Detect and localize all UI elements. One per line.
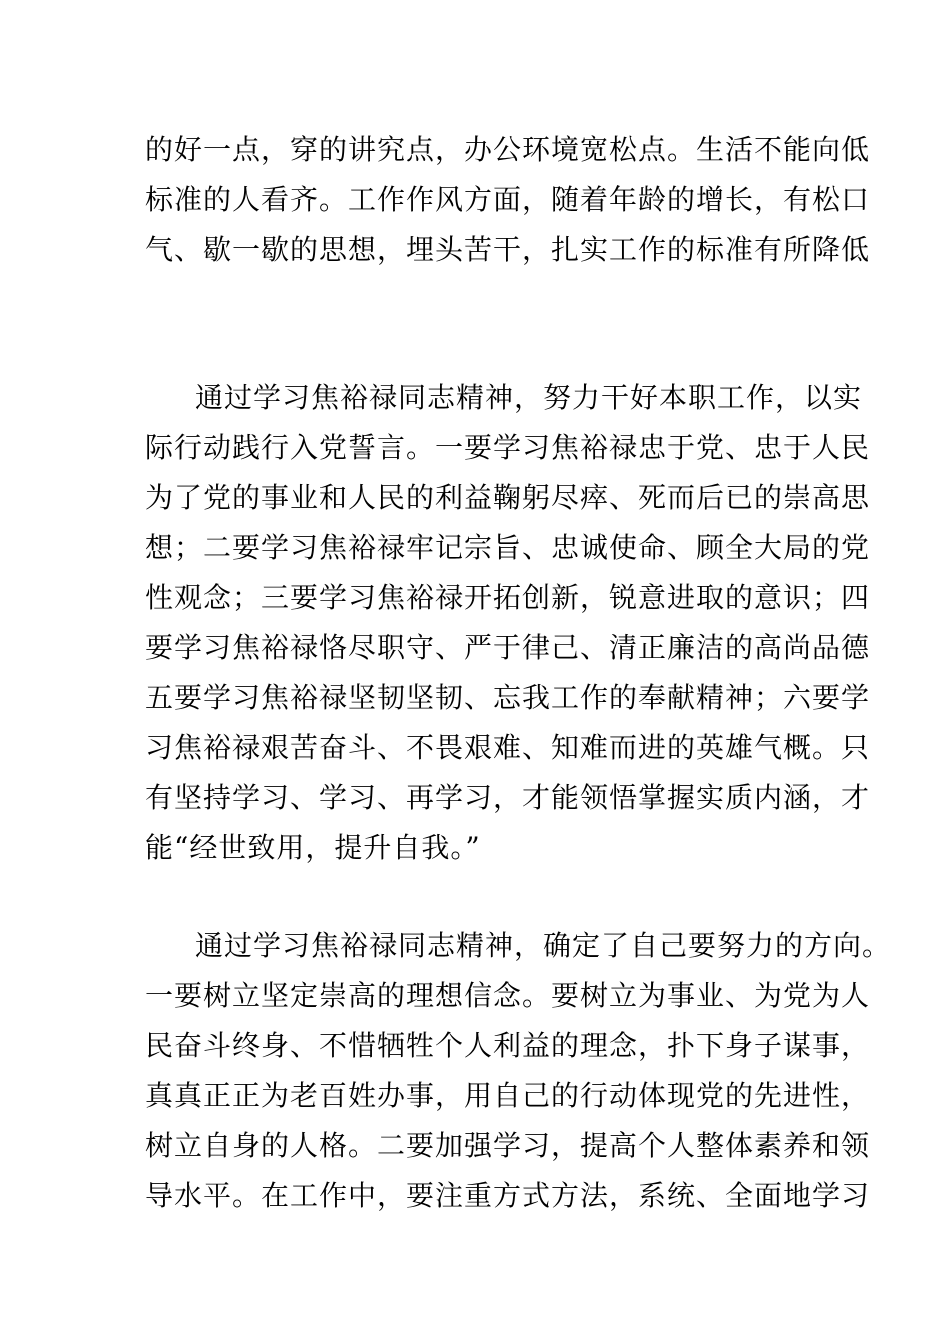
paragraph-line: 为了党的事业和人民的利益鞠躬尽瘁、死而后已的崇高思 xyxy=(145,481,871,514)
paragraph-line: 能“经世致用，提升自我。” xyxy=(145,831,481,864)
paragraph-line: 想；二要学习焦裕禄牢记宗旨、忠诚使命、顾全大局的党 xyxy=(145,531,871,564)
paragraph-line: 导水平。在工作中，要注重方式方法，系统、全面地学习 xyxy=(145,1179,871,1212)
paragraph-line: 标准的人看齐。工作作风方面，随着年龄的增长，有松口 xyxy=(145,183,871,216)
paragraph-line: 气、歇一歇的思想，埋头苦干，扎实工作的标准有所降低 xyxy=(145,233,871,266)
paragraph-line: 真真正正为老百姓办事，用自己的行动体现党的先进性， xyxy=(145,1079,871,1112)
paragraph-line: 树立自身的人格。二要加强学习，提高个人整体素养和领 xyxy=(145,1129,871,1162)
paragraph-line: 五要学习焦裕禄坚韧坚韧、忘我工作的奉献精神；六要学 xyxy=(145,681,871,714)
paragraph-line: 一要树立坚定崇高的理想信念。要树立为事业、为党为人 xyxy=(145,979,871,1012)
paragraph-line: 通过学习焦裕禄同志精神，确定了自己要努力的方向。 xyxy=(195,929,892,962)
paragraph-line: 的好一点，穿的讲究点，办公环境宽松点。生活不能向低 xyxy=(145,133,871,166)
paragraph-line: 要学习焦裕禄恪尽职守、严于律己、清正廉洁的高尚品德 xyxy=(145,631,871,664)
paragraph-line: 民奋斗终身、不惜牺牲个人利益的理念，扑下身子谋事， xyxy=(145,1029,871,1062)
paragraph-line: 际行动践行入党誓言。一要学习焦裕禄忠于党、忠于人民 xyxy=(145,431,871,464)
paragraph-line: 通过学习焦裕禄同志精神，努力干好本职工作，以实 xyxy=(195,381,863,414)
paragraph-line: 性观念；三要学习焦裕禄开拓创新，锐意进取的意识；四 xyxy=(145,581,871,614)
paragraph-line: 有坚持学习、学习、再学习，才能领悟掌握实质内涵，才 xyxy=(145,781,871,814)
paragraph-line: 习焦裕禄艰苦奋斗、不畏艰难、知难而进的英雄气概。只 xyxy=(145,731,871,764)
